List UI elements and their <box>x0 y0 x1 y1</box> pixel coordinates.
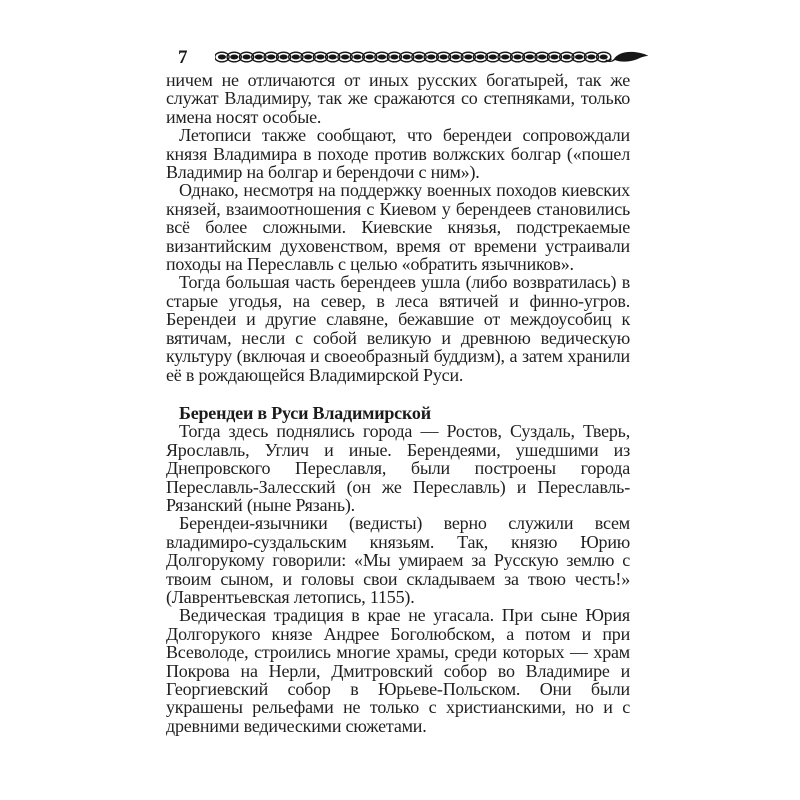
chain-ornament-icon <box>215 49 650 65</box>
leaf-flourish-icon <box>613 52 648 62</box>
page-header <box>166 45 650 69</box>
paragraph: Тогда здесь поднялись города — Ростов, Суздаль, Тверь, Ярославль, Углич и иные. Берендеями, ушедшими из Днепровского Переславля, были построены города Переславль-Залесский (он же Переславль) и Переславль-Рязанский (ныне Рязань). <box>166 421 630 515</box>
page-number: 7 <box>178 46 188 68</box>
paragraph: Ведическая традиция в крае не угасала. При сыне Юрия Долгорукого князе Андрее Боголюбском, а потом и при Всеволоде, строились многие храмы, среди которых — храм Покрова на Нерли, Дмитровский собор во Владимире и Георгиевский собор в Юрьеве-Польском. Они были украшены рельефами не только с христианскими, но и с древними ведическими сюжетами. <box>166 605 630 736</box>
paragraph: Берендеи-язычники (ведисты) верно служили всем владимиро-суздальским князьям. Так, князю Юрию Долгорукому говорили: «Мы умираем за Русскую землю с твоим сыном, и головы свои складываем за твою честь!» (Лаврентьевская летопись, 1155). <box>166 513 630 607</box>
paragraph: Однако, несмотря на поддержку военных походов киевских князей, взаимоотношения с Киевом у берендеев становились всё более сложными. Киевские князья, подстрекаемые византийским духовенством, время от времени устраивали походы на Переславль с целью «обратить язычников». <box>166 180 630 275</box>
paragraph: Тогда большая часть берендеев ушла (либо возвратилась) в старые угодья, на север, в леса вятичей и финно-угров. Берендеи и другие славяне, бежавшие от междоусобиц к вятичам, несли с собой великую и древнюю ведическую культуру (включая и своеобразный буддизм), а затем хранили её в рождающейся Владимирской Руси. <box>166 272 630 385</box>
text-column <box>166 71 630 735</box>
section-heading: Берендеи в Руси Владимирской <box>179 402 431 423</box>
paragraph: ничем не отличаются от иных русских богатырей, так же служат Владимиру, так же сражаются со степняками, только имена носят особые. <box>166 70 630 127</box>
paragraph: Летописи также сообщают, что берендеи сопровождали князя Владимира в походе против волжских болгар («пошел Владимир на болгар и берендочи с ним»). <box>166 125 630 183</box>
